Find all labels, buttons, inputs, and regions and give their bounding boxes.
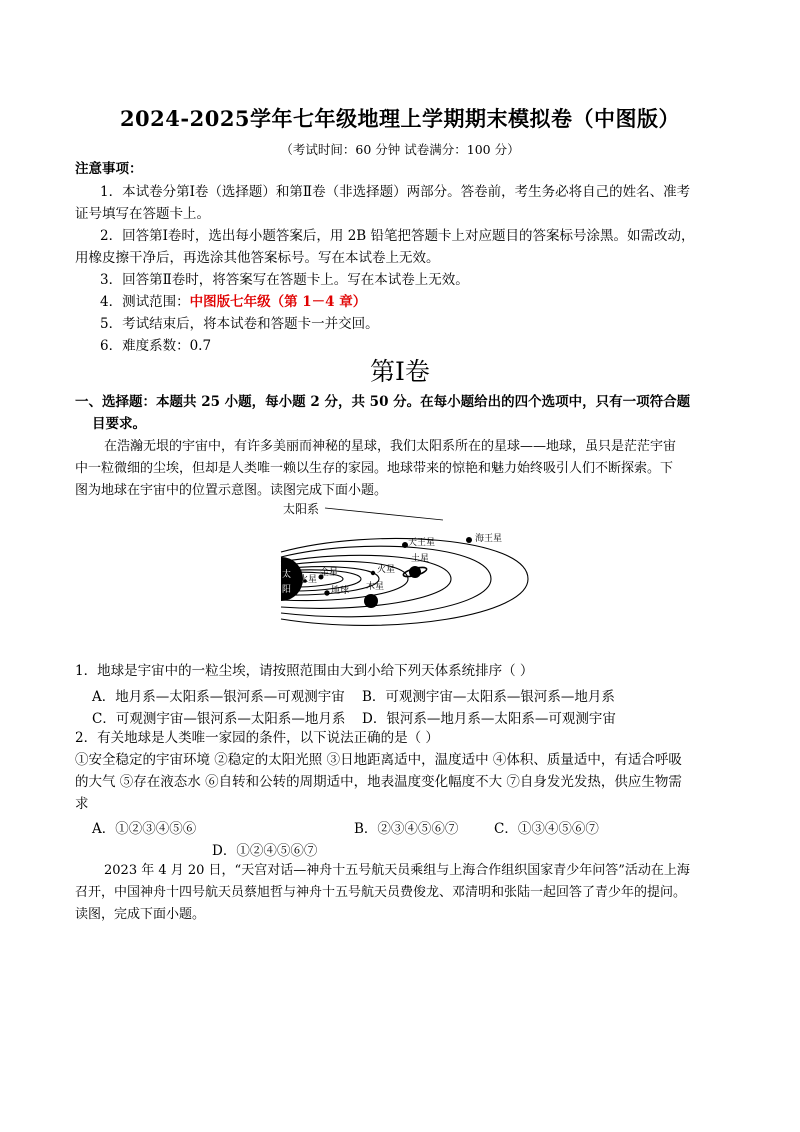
notes-item-1-cont: 证号填写在答题卡上。	[75, 206, 210, 222]
q2-option-a[interactable]: A．①②③④⑤⑥	[92, 821, 197, 837]
q2-stem: 2．有关地球是人类唯一家园的条件，以下说法正确的是（ ）	[75, 730, 439, 746]
notes-item-5: 5．考试结束后，将本试卷和答题卡一并交回。	[100, 316, 379, 332]
passage2-line1: 2023 年 4 月 20 日，“天宫对话—神舟十五号航天员乘组与上海合作组织国家青少年问答”活动在上海	[104, 863, 690, 878]
q1-stem: 1．地球是宇宙中的一粒尘埃，请按照范围由大到小给下列天体系统排序（ ）	[75, 663, 534, 679]
saturn-label: 土星	[411, 554, 430, 564]
earth	[324, 590, 329, 595]
volume-title: 第Ⅰ卷	[370, 357, 430, 386]
notes-heading: 注意事项：	[75, 161, 143, 177]
passage2-line2: 召开，中国神舟十四号航天员蔡旭哲与神舟十五号航天员费俊龙、邓清明和张陆一起回答了青少年的提问。	[75, 885, 687, 900]
notes-item-3: 3．回答第Ⅱ卷时，将答案写在答题卡上。写在本试卷上无效。	[100, 272, 469, 288]
neptune	[466, 537, 472, 543]
q1-option-c[interactable]: C．可观测宇宙—银河系—太阳系—地月系	[92, 711, 346, 727]
q2-conditions-1: ①安全稳定的宇宙环境 ②稳定的太阳光照 ③日地距离适中，温度适中 ④体积、质量适中，有适合呼吸	[75, 752, 682, 768]
q1-option-d[interactable]: D．银河系—地月系—太阳系—可观测宇宙	[362, 711, 616, 727]
sun-label-2: 阳	[282, 585, 292, 595]
mercury-label: 水星	[299, 575, 318, 585]
notes-item-2-cont: 用橡皮擦干净后，再选涂其他答案标号。写在本试卷上无效。	[75, 250, 440, 266]
passage2-line3: 读图，完成下面小题。	[75, 907, 206, 922]
uranus-label: 天王星	[408, 538, 436, 548]
notes-item-6: 6．难度系数：0.7	[100, 338, 212, 354]
mars-label: 火星	[377, 565, 396, 575]
neptune-label: 海王星	[475, 534, 503, 544]
caption-leader	[325, 508, 443, 520]
diagram-caption: 太阳系	[283, 502, 320, 516]
q2-option-d[interactable]: D．①②④⑤⑥⑦	[212, 843, 318, 859]
jupiter-label: 木星	[366, 582, 385, 592]
exam-info: （考试时间：60 分钟 试卷满分：100 分）	[280, 142, 520, 157]
passage1-line2: 中一粒微细的尘埃，但却是人类唯一赖以生存的家园。地球带来的惊艳和魅力始终吸引人们不断探索。下	[75, 461, 674, 476]
q2-option-b[interactable]: B．②③④⑤⑥⑦	[354, 821, 459, 837]
q2-conditions-2: 的大气 ⑤存在液态水 ⑥自转和公转的周期适中，地表温度变化幅度不大 ⑦自身发光发热，供应生物需	[75, 774, 682, 790]
earth-label: 地球	[331, 586, 350, 596]
jupiter	[364, 594, 378, 608]
notes-item-2: 2．回答第Ⅰ卷时，选出每小题答案后，用 2B 铅笔把答题卡上对应题目的答案标号涂黑。如需改动，	[100, 228, 695, 244]
passage1-line1: 在浩瀚无垠的宇宙中，有许多美丽而神秘的星球，我们太阳系所在的星球——地球，虽只是茫茫宇宙	[104, 439, 677, 454]
orbits	[281, 538, 528, 625]
scope-value: 中图版七年级（第 1－4 章）	[189, 294, 367, 310]
notes-item-1: 1．本试卷分第Ⅰ卷（选择题）和第Ⅱ卷（非选择题）两部分。答卷前，考生务必将自己的姓名、准考	[100, 184, 691, 200]
q2-option-c[interactable]: C．①③④⑤⑥⑦	[494, 821, 599, 837]
page-title: 2024-2025学年七年级地理上学期期末模拟卷（中图版）	[119, 106, 681, 131]
notes-item-4	[100, 293, 366, 311]
solar-system-diagram	[263, 497, 533, 655]
mars	[371, 571, 375, 575]
q1-option-a[interactable]: A．地月系—太阳系—银河系—可观测宇宙	[92, 689, 345, 705]
scope-label: 4．测试范围：	[100, 294, 190, 310]
section-heading: 一、选择题：本题共 25 小题，每小题 2 分，共 50 分。在每小题给出的四个选项中，只有一项符合题	[75, 394, 691, 410]
q2-conditions-3: 求	[75, 796, 89, 812]
q1-option-b[interactable]: B．可观测宇宙—太阳系—银河系—地月系	[362, 689, 615, 705]
sun-label-1: 太	[282, 570, 292, 580]
passage1-line3: 图为地球在宇宙中的位置示意图。读图完成下面小题。	[75, 483, 388, 498]
venus-label: 金星	[320, 568, 339, 578]
section-heading-cont: 目要求。	[92, 416, 146, 432]
